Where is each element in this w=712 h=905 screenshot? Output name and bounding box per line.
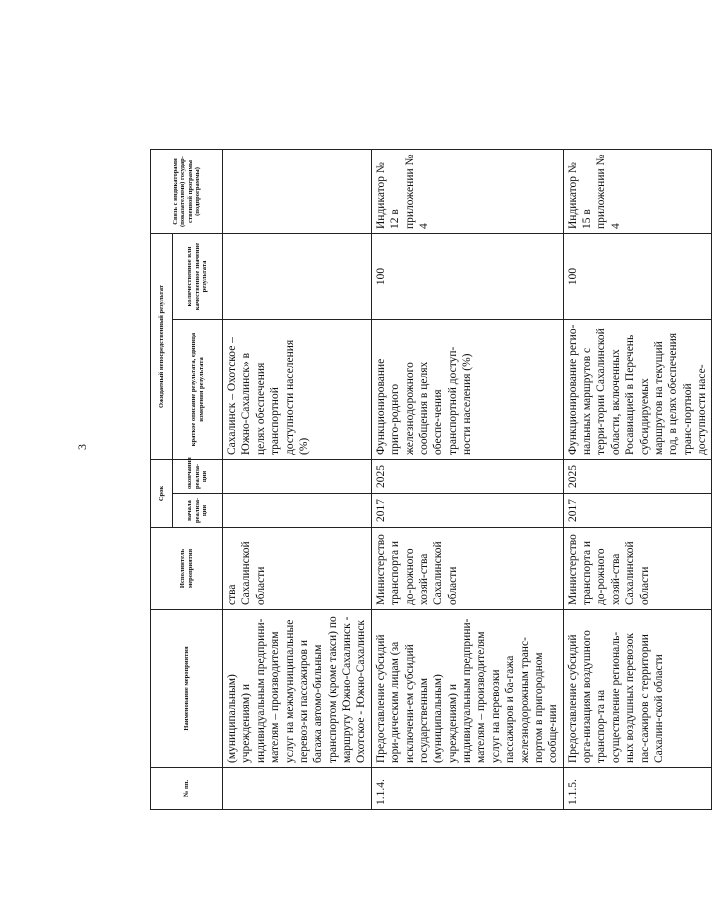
- header-executor: Исполнитель мероприятия: [151, 528, 223, 610]
- row-name: Предоставление субсидий юри-дическим лицам (за исключени-ем субсидий государственным (муниципальным) учреждениям) и индивидуальным предприни-мателям – производителям услуг на перевозки пассажиров и ба-гажа железнодорожным транс-портом в пригородном сообще-нии: [371, 610, 563, 768]
- header-term-end: окончания реализа-ции: [173, 460, 223, 494]
- row-end: [223, 460, 372, 494]
- row-start: [223, 494, 372, 528]
- rotated-table-container: [150, 150, 708, 810]
- row-result-desc: Функционирование приго-родного железнодорожного сообщения в целях обеспе-чения транспортной доступ-ности населения (%): [371, 320, 563, 460]
- row-executor: Министерство транспорта и до-рожного хозяй-ства Сахалинской области: [371, 528, 563, 610]
- row-link: Индикатор № 12 в приложении № 4: [371, 150, 563, 234]
- row-result-desc: Сахалинск – Охотское – Южно-Сахалинск» в целях обеспечения транспортной доступности населения (%): [223, 320, 372, 460]
- measures-table: [150, 149, 712, 810]
- header-no: № пп.: [151, 768, 223, 810]
- header-result-value: количественное или качественное значение результата: [173, 234, 223, 320]
- table-row: [223, 150, 372, 810]
- row-result-value: [223, 234, 372, 320]
- row-link: [223, 150, 372, 234]
- table-row: [563, 150, 712, 810]
- header-result-desc: краткое описание результата, единица измерения результата: [173, 320, 223, 460]
- row-result-value: 100: [371, 234, 563, 320]
- row-end: 2025: [563, 460, 712, 494]
- row-executor: Министерство транспорта и до-рожного хозяй-ства Сахалинской области: [563, 528, 712, 610]
- row-name: Предоставление субсидий орга-низациям воздушного транспор-та на осуществление региональ-ных воздушных перевозок пас-сажиров с территории Сахалин-ской области: [563, 610, 712, 768]
- row-no: 1.1.4.: [371, 768, 563, 810]
- page-number: 3: [75, 444, 89, 450]
- row-executor: ства Сахалинской области: [223, 528, 372, 610]
- row-no: [223, 768, 372, 810]
- row-start: 2017: [371, 494, 563, 528]
- row-result-desc: Функционирование регио-нальных маршрутов с терри-тории Сахалинской области, включенных Росавиацией в Перечень субсидируемых маршрутов на текущий год, в целях обеспечения транс-портной доступности насе-: [563, 320, 712, 460]
- header-link: Связь с индикаторами (показателями) государ-ственной программы (подпрограммы): [151, 150, 223, 234]
- row-end: 2025: [371, 460, 563, 494]
- row-start: 2017: [563, 494, 712, 528]
- row-result-value: 100: [563, 234, 712, 320]
- row-no: 1.1.5.: [563, 768, 712, 810]
- header-result: Ожидаемый непосредственный результат: [151, 234, 173, 460]
- header-term: Срок: [151, 460, 173, 528]
- row-link: Индикатор № 15 в приложении № 4: [563, 150, 712, 234]
- table-header: [151, 150, 223, 810]
- table-row: [371, 150, 563, 810]
- row-name: (муниципальным) учреждениям) и индивидуальным предприни-мателям – производителям услуг на межмуниципальные перевоз-ки пассажиров и багажа автомо-бильным транспортом (кроме такси) по маршруту Южно-Сахалинск - Охотское - Южно-Сахалинск: [223, 610, 372, 768]
- header-term-start: начала реализа-ции: [173, 494, 223, 528]
- header-name: Наименование мероприятия: [151, 610, 223, 768]
